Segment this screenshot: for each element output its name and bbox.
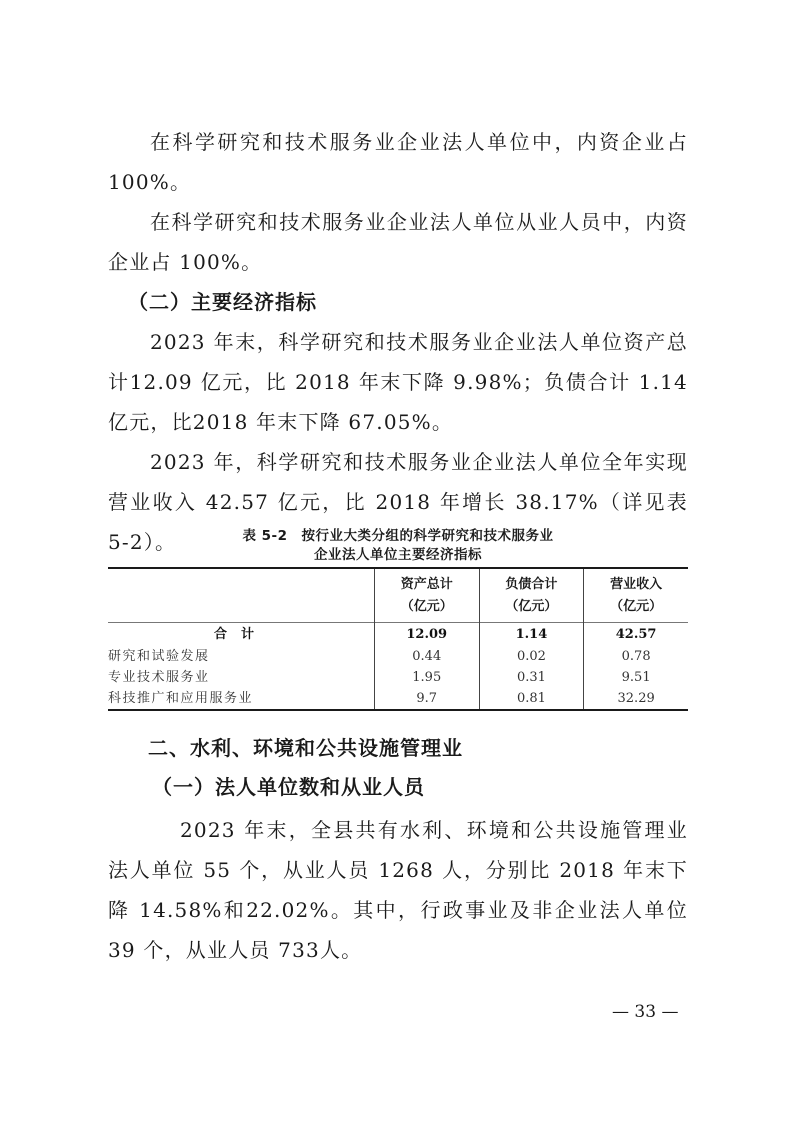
header-total-assets — [374, 568, 479, 623]
cell-revenue: 9.51 — [584, 667, 688, 688]
cell-revenue: 42.57 — [584, 623, 688, 647]
cell-liabilities: 0.02 — [479, 646, 584, 667]
table-title-line2: 企业法人单位主要经济指标 — [314, 547, 482, 563]
paragraph-revenue: 2023 年，科学研究和技术服务业企业法人单位全年实现营业收入 42.57 亿元，比 2018 年增长 38.17%（详见表 5-2）。 — [108, 450, 688, 554]
cell-assets: 0.44 — [374, 646, 479, 667]
cell-liabilities: 0.31 — [479, 667, 584, 688]
economic-indicators-table — [108, 567, 688, 711]
table-row — [108, 688, 688, 710]
header-name: 负债合计 — [505, 576, 558, 592]
page-number: — 33 — — [612, 1002, 679, 1022]
row-label: 科技推广和应用服务业 — [108, 691, 254, 706]
section-heading-water-environment: 二、水利、环境和公共设施管理业 — [148, 736, 463, 760]
table-row-total — [108, 623, 688, 647]
row-label: 合计 — [213, 627, 268, 642]
header-name: 资产总计 — [400, 576, 453, 592]
table-row — [108, 667, 688, 688]
row-label: 研究和试验发展 — [108, 649, 210, 664]
cell-assets: 1.95 — [374, 667, 479, 688]
table-title-line1: 表 5-2 按行业大类分组的科学研究和技术服务业 — [242, 528, 554, 544]
row-label: 专业技术服务业 — [108, 670, 210, 685]
header-unit: （亿元） — [400, 598, 453, 614]
paragraph-domestic-employees: 在科学研究和技术服务业企业法人单位从业人员中，内资企业占 100%。 — [108, 210, 688, 274]
header-name: 营业收入 — [610, 576, 663, 592]
header-unit: （亿元） — [610, 598, 663, 614]
cell-assets: 12.09 — [374, 623, 479, 647]
header-unit: （亿元） — [505, 598, 558, 614]
table-row — [108, 646, 688, 667]
header-blank-cell — [108, 568, 374, 623]
paragraph-assets-liabilities: 2023 年末，科学研究和技术服务业企业法人单位资产总计12.09 亿元，比 2018 年末下降 9.98%；负债合计 1.14 亿元，比2018 年末下降 67.05%。 — [108, 330, 688, 434]
paragraph-domestic-units: 在科学研究和技术服务业企业法人单位中，内资企业占100%。 — [108, 130, 688, 194]
header-operating-revenue — [584, 568, 688, 623]
cell-revenue: 32.29 — [584, 688, 688, 710]
cell-assets: 9.7 — [374, 688, 479, 710]
subheading-main-indicators: （二）主要经济指标 — [128, 290, 317, 314]
paragraph-water-units: 2023 年末，全县共有水利、环境和公共设施管理业法人单位 55 个，从业人员 1268 人，分别比 2018 年末下降 14.58%和22.02%。其中，行政事业及非企业法人单位 39 个，从业人员 733人。 — [108, 818, 688, 962]
cell-revenue: 0.78 — [584, 646, 688, 667]
cell-liabilities: 1.14 — [479, 623, 584, 647]
cell-liabilities: 0.81 — [479, 688, 584, 710]
subheading-units-employees: （一）法人单位数和从业人员 — [152, 775, 425, 799]
table-header-row — [108, 568, 688, 623]
header-total-liabilities — [479, 568, 584, 623]
